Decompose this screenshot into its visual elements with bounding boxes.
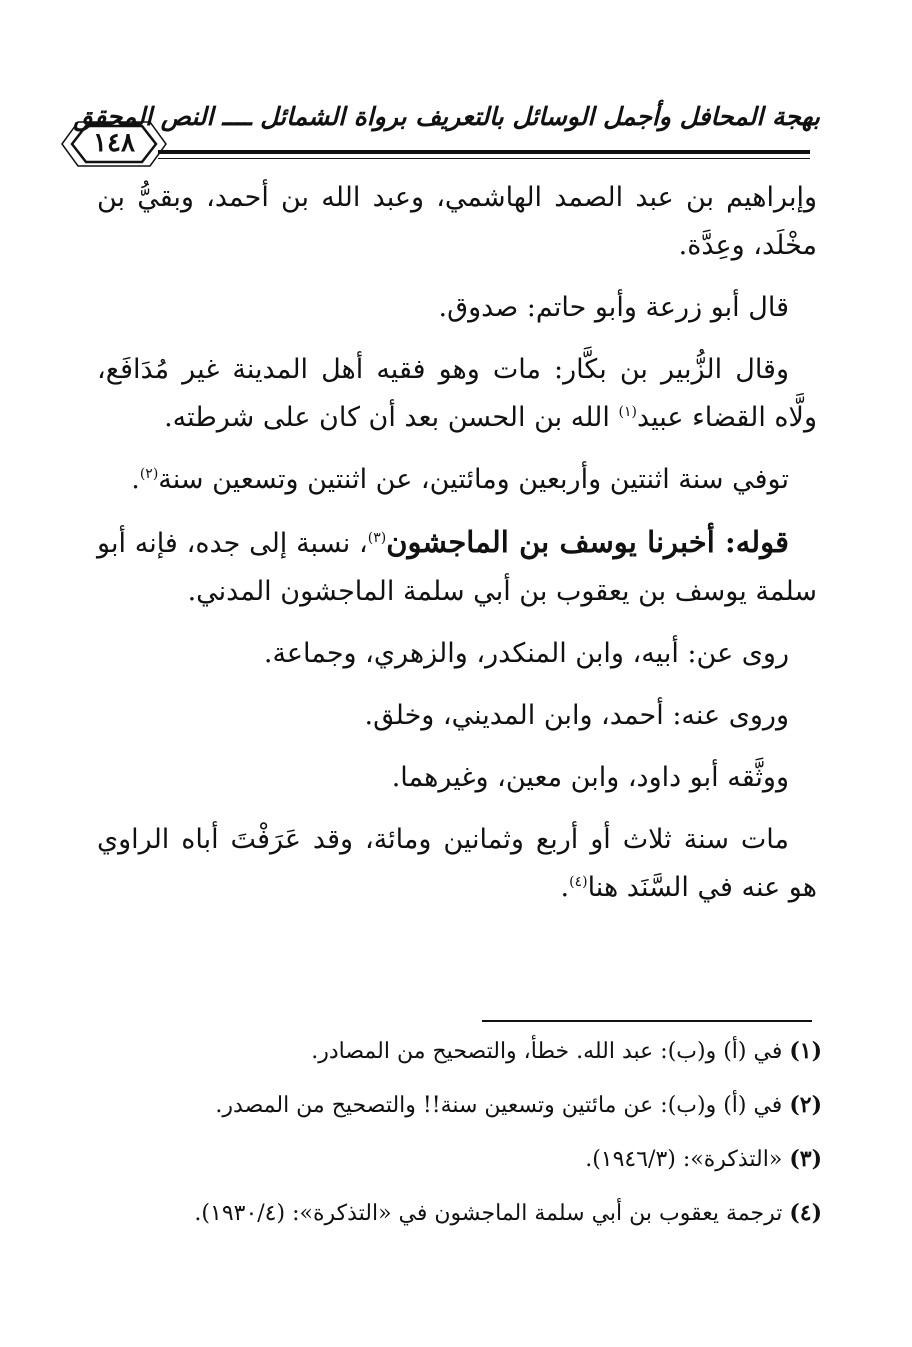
paragraph-4 xyxy=(97,456,817,504)
footnote-3 xyxy=(102,1142,822,1177)
paragraph-2: قال أبو زرعة وأبو حاتم: صدوق. xyxy=(438,292,789,323)
paragraph-6: روى عن: أبيه، وابن المنكدر، والزهري، وجماعة. xyxy=(263,638,789,669)
footnote-ref-4[interactable]: (٤) xyxy=(569,874,588,890)
footnote-2 xyxy=(102,1088,822,1123)
page-number-badge xyxy=(58,120,170,168)
footnote-number: (٣) xyxy=(789,1146,822,1172)
paragraph-1: وإبراهيم بن عبد الصمد الهاشمي، وعبد الله بن أحمد، وبقيُّ بن مخْلَد، وعِدَّة. xyxy=(97,182,817,261)
footnote-4 xyxy=(102,1196,822,1231)
footnote-number: (١) xyxy=(789,1038,822,1064)
footnote-ref-1[interactable]: (١) xyxy=(618,404,637,420)
footnote-number: (٢) xyxy=(789,1092,822,1118)
paragraph-7: وروى عنه: أحمد، وابن المديني، وخلق. xyxy=(364,700,789,731)
paragraph-3 xyxy=(97,346,817,442)
paragraph-5-text: ، نسبة إلى جده، فإنه أبو سلمة يوسف بن يعقوب بن أبي سلمة الماجشون المدني. xyxy=(97,528,817,607)
paragraph-3-text-b: الله بن الحسن بعد أن كان على شرطته. xyxy=(164,402,619,433)
paragraph-9-text-a: مات سنة ثلاث أو أربع وثمانين ومائة، وقد عَرَفْتَ أباه الراوي هو عنه في السَّنَد هنا xyxy=(97,824,817,903)
paragraph-4-text-b: . xyxy=(131,464,140,495)
paragraph-9-text-b: . xyxy=(560,872,570,903)
footnote-text: «التذكرة»: (١٩٤٦/٣). xyxy=(585,1147,790,1172)
paragraph-3-text-a: وقال الزُّبير بن بكَّار: مات وهو فقيه أهل المدينة غير مُدَافَع، ولَّاه القضاء عبيد xyxy=(97,354,817,433)
paragraph-8: ووثَّقه أبو داود، وابن معين، وغيرهما. xyxy=(391,762,789,793)
footnote-text: في (أ) و(ب): عن مائتين وتسعين سنة!! والتصحيح من المصدر. xyxy=(215,1093,790,1118)
page-number: ١٤٨ xyxy=(93,128,135,158)
header-rule xyxy=(158,150,810,159)
paragraph-9 xyxy=(97,816,817,912)
paragraph-5 xyxy=(97,518,817,616)
footnotes xyxy=(102,1034,822,1250)
footnote-text: في (أ) و(ب): عبد الله. خطأ، والتصحيح من المصادر. xyxy=(311,1039,790,1064)
footnote-ref-3[interactable]: (٣) xyxy=(367,530,387,546)
running-title: بهجة المحافل وأجمل الوسائل بالتعريف برواة الشمائل ــــ النص المحقق xyxy=(73,102,820,131)
paragraph-4-text-a: توفي سنة اثنتين وأربعين ومائتين، عن اثنتين وتسعين سنة xyxy=(158,464,789,495)
footnote-1 xyxy=(102,1034,822,1069)
footnote-ref-2[interactable]: (٢) xyxy=(139,466,159,482)
footnote-number: (٤) xyxy=(789,1200,822,1226)
footnote-separator xyxy=(482,1020,812,1022)
entry-heading: قوله: أخبرنا يوسف بن الماجشون xyxy=(386,525,789,559)
main-text xyxy=(97,174,817,926)
footnote-text: ترجمة يعقوب بن أبي سلمة الماجشون في «التذكرة»: (١٩٣٠/٤). xyxy=(194,1201,790,1226)
